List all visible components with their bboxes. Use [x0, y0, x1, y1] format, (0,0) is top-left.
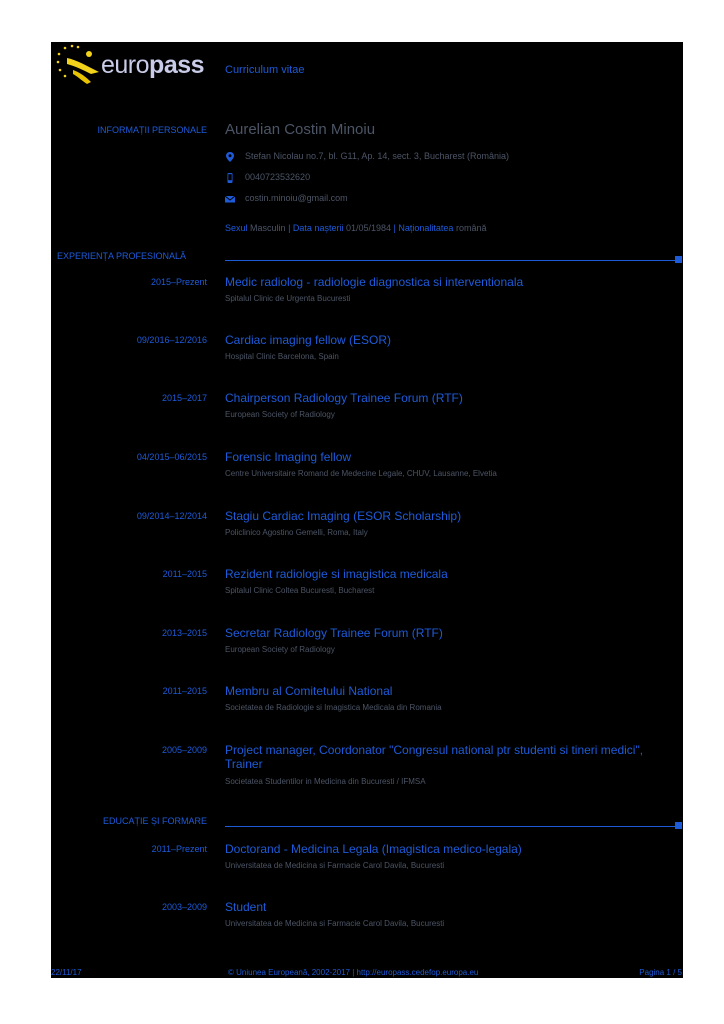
separator: | — [393, 223, 396, 233]
entry-organization: Universitatea de Medicina si Farmacie Carol Davila, Bucuresti — [225, 919, 445, 928]
address-line — [225, 151, 509, 162]
mobile-phone-icon — [225, 173, 235, 183]
entry-title: Rezident radiologie si imagistica medicala — [225, 567, 448, 581]
entry-title: Student — [225, 900, 267, 914]
entry-date: 09/2014–12/2014 — [136, 511, 207, 521]
section-rule-marker — [675, 822, 682, 829]
entry-title: Membru al Comitetului National — [225, 684, 393, 698]
entry-organization: Societatea de Radiologie si Imagistica Medicala din Romania — [225, 703, 442, 712]
entry-title: Secretar Radiology Trainee Forum (RTF) — [225, 626, 443, 640]
sex-label: Sexul — [225, 223, 248, 233]
section-rule-experience — [225, 260, 677, 261]
entry-date: 2005–2009 — [161, 745, 207, 755]
entry-title: Cardiac imaging fellow (ESOR) — [225, 333, 392, 347]
phone-text[interactable]: 0040723532620 — [245, 172, 311, 182]
entry-date: 09/2016–12/2016 — [136, 335, 207, 345]
entry-organization: Spitalul Clinic Coltea Bucuresti, Bucharest — [225, 586, 375, 595]
separator: | — [288, 223, 291, 233]
entry-date: 2011–2015 — [162, 569, 207, 579]
entry-date: 2013–2015 — [161, 628, 207, 638]
section-rule-marker — [675, 256, 682, 263]
entry-date: 2015–2017 — [161, 393, 207, 403]
logo-wordmark — [101, 51, 204, 80]
logo-text-light: euro — [101, 51, 150, 79]
birth-value: 01/05/1984 — [345, 223, 392, 233]
entry-organization: Policlinico Agostino Gemelli, Roma, Italy — [225, 528, 368, 537]
birth-label: Data nașterii — [292, 223, 344, 233]
entry-organization: Hospital Clinic Barcelona, Spain — [225, 352, 339, 361]
cv-title: Curriculum vitae — [225, 64, 305, 76]
entry-organization: Centre Universitaire Romand de Medecine Legale, CHUV, Lausanne, Elvetia — [225, 469, 497, 478]
logo-text-bold: pass — [149, 51, 205, 79]
phone-line — [225, 172, 310, 183]
entry-date: 2011–2015 — [162, 686, 207, 696]
entry-organization: Universitatea de Medicina si Farmacie Carol Davila, Bucuresti — [225, 861, 445, 870]
nationality-label: Naționalitatea — [398, 223, 454, 233]
entry-organization: European Society of Radiology — [225, 645, 335, 654]
entry-title: Chairperson Radiology Trainee Forum (RTF) — [225, 391, 463, 405]
address-text: Stefan Nicolau no.7, bl. G11, Ap. 14, sect. 3, Bucharest (România) — [245, 151, 509, 161]
europass-star-logo — [55, 42, 103, 90]
entry-organization: Societatea Studentilor in Medicina din Bucuresti / IFMSA — [225, 777, 426, 786]
europass-logo — [55, 42, 215, 90]
nationality-value: română — [455, 223, 487, 233]
email-line — [225, 193, 348, 204]
entry-title: Doctorand - Medicina Legala (Imagistica medico-legala) — [225, 842, 522, 856]
entry-organization: Spitalul Clinic de Urgenta Bucuresti — [225, 294, 351, 303]
person-name: Aurelian Costin Minoiu — [225, 121, 376, 138]
entry-title: Project manager, Coordonator "Congresul national ptr studenti si tineri medici", Trainer — [225, 743, 644, 771]
section-label-personal: INFORMAȚII PERSONALE — [97, 125, 207, 135]
footer-date: 22/11/17 — [51, 968, 82, 977]
email-link[interactable]: costin.minoiu@gmail.com — [245, 193, 348, 203]
entry-title: Medic radiolog - radiologie diagnostica si interventionala — [225, 275, 524, 289]
section-label-education: EDUCAȚIE ȘI FORMARE — [102, 816, 207, 826]
entry-organization: European Society of Radiology — [225, 410, 335, 419]
footer-page-number: Pagina 1 / 5 — [639, 968, 682, 977]
entry-date: 2015–Prezent — [150, 277, 207, 287]
cv-page — [51, 42, 683, 978]
entry-date: 2003–2009 — [161, 902, 207, 912]
entry-title: Stagiu Cardiac Imaging (ESOR Scholarship) — [225, 509, 462, 523]
sex-value: Masculin — [250, 223, 286, 233]
entry-title: Forensic Imaging fellow — [225, 450, 352, 464]
section-rule-education — [225, 826, 677, 827]
entry-date: 04/2015–06/2015 — [136, 452, 207, 462]
personal-details-line — [225, 223, 486, 233]
section-label-experience: EXPERIENȚA PROFESIONALĂ — [57, 251, 187, 261]
email-envelope-icon — [225, 194, 235, 204]
entry-date: 2011–Prezent — [151, 844, 207, 854]
footer-copyright[interactable]: © Uniunea Europeană, 2002-2017 | http://europass.cedefop.europa.eu — [228, 968, 479, 977]
location-pin-icon — [225, 152, 235, 162]
